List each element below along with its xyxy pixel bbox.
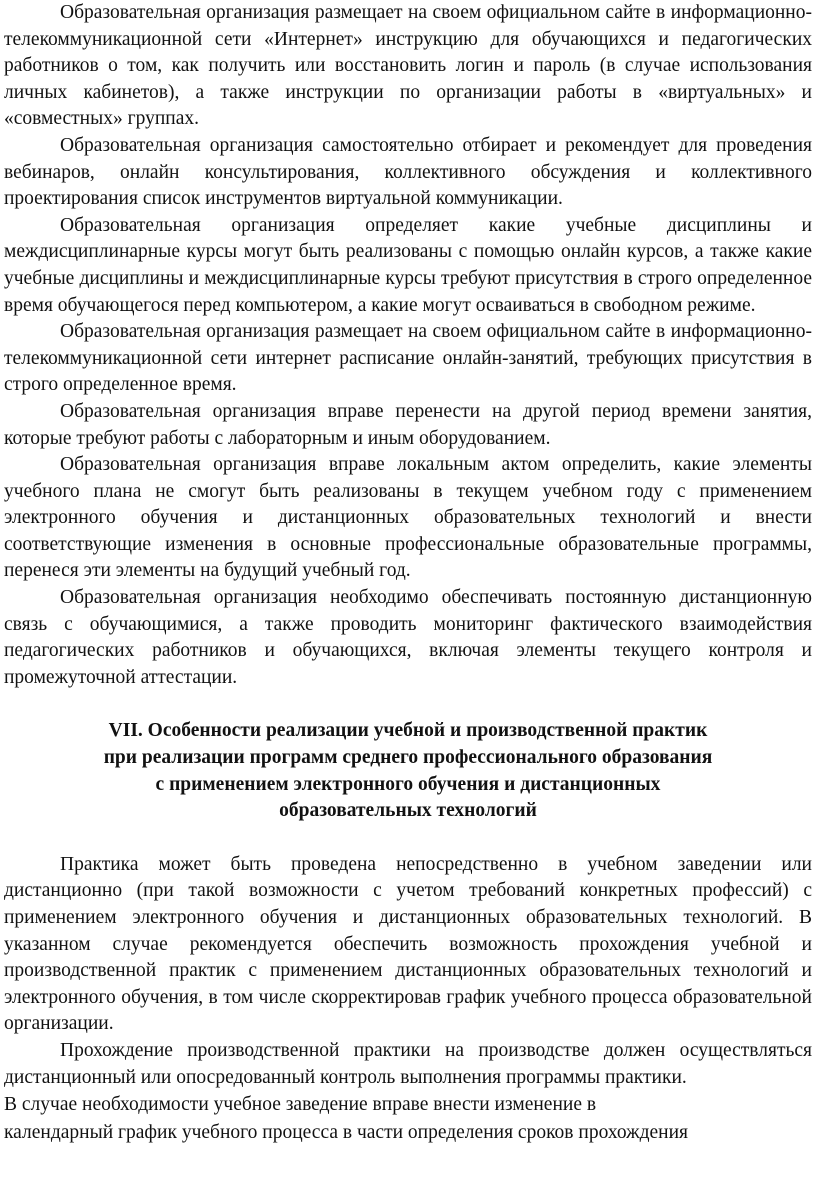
paragraph-monitoring: Образовательная организация необходимо обеспечивать постоянную дистанционную связь с обучающимися, а также проводить мониторинг фактического взаимодействия педагогических работников и обучающихся, включая элементы текущего контроля и промежуточной аттестации. — [4, 587, 812, 688]
section-heading-line-1: VII. Особенности реализации учебной и производственной практик — [108, 720, 708, 742]
paragraph-curriculum-changes: Образовательная организация вправе локальным актом определить, какие элементы учебного плана не смогут быть реализованы в текущем учебном году с применением электронного обучения и дистанционных образовательных технологий и внести соответствующие изменения в основные профессиональные образовательные программы, перенеся эти элементы на будущий учебный год. — [4, 454, 812, 582]
section-heading-line-4: образовательных технологий — [279, 800, 537, 822]
paragraph-practice-control: Прохождение производственной практики на производстве должен осуществляться дистанционный или опосредованный контроль выполнения программы практики. — [4, 1039, 812, 1088]
section-heading — [4, 718, 812, 824]
paragraph-online-courses: Образовательная организация определяет какие учебные дисциплины и междисциплинарные курсы могут быть реализованы с помощью онлайн курсов, а также какие учебные дисциплины и междисциплинарные курсы требуют присутствия в строго определенное время обучающегося перед компьютером, а какие могут осваиваться в свободном режиме. — [4, 214, 812, 316]
paragraph-practice-location: Практика может быть проведена непосредственно в учебном заведении или дистанционно (при такой возможности с учетом требований конкретных профессий) с применением электронного обучения и дистанционных образовательных технологий. В указанном случае рекомендуется обеспечить возможность прохождения учебной и производственной практик с применением дистанционных образовательных технологий и электронного обучения, в том числе скорректировав график учебного процесса образовательной организации. — [4, 853, 812, 1035]
document-page — [4, 0, 812, 1147]
paragraph-schedule: Образовательная организация размещает на своем официальном сайте в информационно-телекоммуникационной сети интернет расписание онлайн-занятий, требующих присутствия в строго определенное время. — [4, 321, 812, 396]
paragraph-calendar-line-1: В случае необходимости учебное заведение вправе внести изменение в — [4, 1094, 597, 1116]
section-heading-line-2: при реализации программ среднего профессионального образования — [103, 747, 713, 769]
section-heading-line-3: с применением электронного обучения и дистанционных — [155, 773, 661, 795]
paragraph-virtual-tools: Образовательная организация самостоятельно отбирает и рекомендует для проведения вебинаров, онлайн консультирования, коллективного обсуждения и коллективного проектирования список инструментов виртуальной коммуникации. — [4, 134, 812, 210]
section-spacer — [4, 825, 812, 852]
paragraph-login-instructions: Образовательная организация размещает на своем официальном сайте в информационно-телекоммуникационной сети «Интернет» инструкцию для обучающихся и педагогических работников о том, как получить или восстановить логин и пароль (в случае использования личных кабинетов), а также инструкции по организации работы в «виртуальных» и «совместных» группах. — [4, 2, 812, 130]
paragraph-calendar-line-2: календарный график учебного процесса в части определения сроков прохождения — [4, 1122, 688, 1144]
paragraph-lab-classes: Образовательная организация вправе перенести на другой период времени занятия, которые требуют работы с лабораторным и иным оборудованием. — [4, 400, 812, 449]
